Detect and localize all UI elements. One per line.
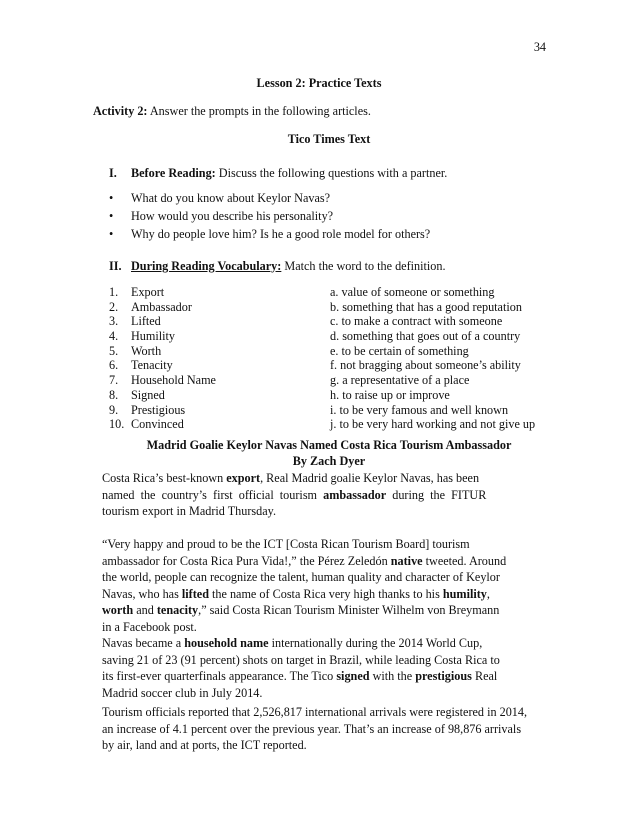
vocab-highlight: prestigious <box>415 669 472 684</box>
list-item <box>109 191 430 209</box>
vocab-definition: j. to be very hard working and not give up <box>330 417 536 432</box>
paragraph-line <box>102 722 542 739</box>
vocab-number: 9. <box>109 402 119 417</box>
text-run: Navas became a <box>102 636 185 650</box>
vocab-definition: e. to be certain of something <box>330 343 469 358</box>
vocab-number: 7. <box>109 373 119 388</box>
paragraph-line <box>102 603 542 620</box>
text-run: its first-ever quarterfinals appearance. The Tico <box>102 669 337 684</box>
activity-label: Activity 2: <box>93 104 148 118</box>
question-text: How would you describe his personality? <box>131 209 334 223</box>
text-run: the world, people can recognize the talent, human quality and character of Keylor <box>102 570 500 585</box>
before-reading-label: Before Reading: <box>131 166 216 180</box>
activity-instruction <box>93 104 371 119</box>
list-item <box>109 209 430 227</box>
vocab-row <box>109 329 535 344</box>
text-run: during the FITUR <box>386 487 487 502</box>
text-run: and <box>133 603 157 618</box>
vocab-word: Convinced <box>131 417 184 432</box>
text-run: tweeted. Around <box>422 553 507 568</box>
before-reading-heading <box>109 166 447 181</box>
text-run: ambassador for Costa Rica Pura Vida!,” the Pérez Zeledón <box>102 553 391 568</box>
text-run: named the country’s first official tourism <box>102 487 324 502</box>
paragraph-line <box>102 504 542 521</box>
during-reading-label: During Reading Vocabulary: <box>131 259 282 273</box>
vocab-word: Worth <box>131 343 162 358</box>
paragraph-line <box>102 636 542 653</box>
vocab-word: Humility <box>131 329 176 344</box>
vocab-number: 6. <box>109 358 119 373</box>
paragraph-line <box>102 587 542 604</box>
bullet-icon: • <box>109 227 114 241</box>
vocab-definition: f. not bragging about someone’s ability <box>330 358 521 373</box>
text-run: ,” said Costa Rican Tourism Minister Wilhelm von Breymann <box>198 603 500 618</box>
text-run: Real <box>471 669 498 684</box>
paragraph-line <box>102 705 542 722</box>
vocab-row <box>109 285 535 300</box>
vocab-highlight: worth <box>102 603 134 618</box>
vocab-definition: g. a representative of a place <box>330 373 470 388</box>
text-run: internationally during the 2014 World Cup, <box>268 636 483 650</box>
vocab-word: Ambassador <box>131 299 192 314</box>
text-run: Navas, who has <box>102 586 182 601</box>
vocab-row <box>109 388 535 403</box>
article-paragraph-3 <box>102 636 542 702</box>
vocab-row <box>109 373 535 388</box>
during-reading-heading <box>109 259 446 274</box>
text-run: in a Facebook post. <box>102 619 197 634</box>
vocab-highlight: humility <box>442 586 487 601</box>
vocab-word: Household Name <box>131 373 216 388</box>
lesson-title: Lesson 2: Practice Texts <box>256 76 382 90</box>
vocab-number: 10. <box>109 417 125 432</box>
discussion-questions <box>109 191 430 245</box>
vocab-definition: b. something that has a good reputation <box>330 299 522 314</box>
paragraph-line <box>102 653 542 670</box>
vocab-word: Signed <box>131 387 165 402</box>
vocab-definition: c. to make a contract with someone <box>330 314 503 329</box>
vocab-number: 8. <box>109 387 119 402</box>
question-text: Why do people love him? Is he a good role model for others? <box>131 227 431 241</box>
vocab-highlight: signed <box>336 669 370 684</box>
before-reading-number: I. <box>109 166 117 180</box>
vocab-highlight: export <box>226 471 261 485</box>
paragraph-line <box>102 488 542 505</box>
vocab-word: Prestigious <box>131 402 186 417</box>
before-reading-text: Discuss the following questions with a partner. <box>215 166 448 180</box>
vocab-word: Lifted <box>131 314 161 329</box>
bullet-icon: • <box>109 209 114 223</box>
vocab-word: Export <box>131 285 165 299</box>
activity-text: Answer the prompts in the following articles. <box>147 104 371 118</box>
article-title: Madrid Goalie Keylor Navas Named Costa Rica Tourism Ambassador <box>146 438 512 452</box>
text-run: tourism export in Madrid Thursday. <box>102 504 276 519</box>
paragraph-line <box>102 620 542 637</box>
text-run: Costa Rica’s best-known <box>102 471 227 485</box>
vocab-definition: a. value of someone or something <box>330 285 495 299</box>
vocab-row <box>109 314 535 329</box>
text-run: , <box>486 586 490 601</box>
paragraph-line <box>102 570 542 587</box>
paragraph-line <box>102 686 542 703</box>
text-run: the name of Costa Rica very high thanks to his <box>208 586 443 601</box>
vocab-definition: i. to be very famous and well known <box>330 402 509 417</box>
vocab-word: Tenacity <box>131 358 173 373</box>
text-run: Madrid soccer club in July 2014. <box>102 685 263 700</box>
vocab-row <box>109 300 535 315</box>
vocab-highlight: household name <box>184 636 269 650</box>
article-paragraph-2 <box>102 537 542 637</box>
paragraph-line <box>102 738 542 755</box>
vocab-number: 5. <box>109 343 119 358</box>
vocab-highlight: tenacity <box>156 603 199 618</box>
paragraph-line <box>102 669 542 686</box>
text-run: Tourism officials reported that 2,526,817 international arrivals were registered in 2014, <box>102 705 528 719</box>
vocab-definition: h. to raise up or improve <box>330 387 450 402</box>
text-run: , Real Madrid goalie Keylor Navas, has been <box>260 471 480 485</box>
text-run: with the <box>369 669 416 684</box>
vocab-number: 4. <box>109 329 119 344</box>
bullet-icon: • <box>109 191 114 205</box>
article-paragraph-4 <box>102 705 542 755</box>
vocab-number: 2. <box>109 299 119 314</box>
vocab-highlight: native <box>390 553 423 568</box>
vocab-highlight: ambassador <box>323 487 387 502</box>
text-run: “Very happy and proud to be the ICT [Costa Rican Tourism Board] tourism <box>102 537 470 551</box>
vocab-definition: d. something that goes out of a country <box>330 329 521 344</box>
list-item <box>109 227 430 245</box>
text-run: an increase of 4.1 percent over the previous year. That’s an increase of 98,876 arrivals <box>102 721 522 736</box>
vocab-highlight: lifted <box>181 586 209 601</box>
vocabulary-list <box>109 285 535 432</box>
vocab-row <box>109 344 535 359</box>
paragraph-line <box>102 537 542 554</box>
paragraph-line <box>102 554 542 571</box>
vocab-number: 3. <box>109 314 119 329</box>
vocab-row <box>109 417 535 432</box>
article-byline: By Zach Dyer <box>292 454 366 468</box>
text-run: saving 21 of 23 (91 percent) shots on target in Brazil, while leading Costa Rica to <box>102 652 500 667</box>
during-reading-number: II. <box>109 259 122 273</box>
article-paragraph-1 <box>102 471 542 521</box>
during-reading-text: Match the word to the definition. <box>281 259 446 273</box>
text-run: by air, land and at ports, the ICT reported. <box>102 738 307 753</box>
vocab-row <box>109 403 535 418</box>
paragraph-line <box>102 471 542 488</box>
section-title: Tico Times Text <box>287 132 371 146</box>
question-text: What do you know about Keylor Navas? <box>131 191 331 205</box>
vocab-number: 1. <box>109 285 119 299</box>
page-number: 34 <box>533 40 546 54</box>
vocab-row <box>109 358 535 373</box>
